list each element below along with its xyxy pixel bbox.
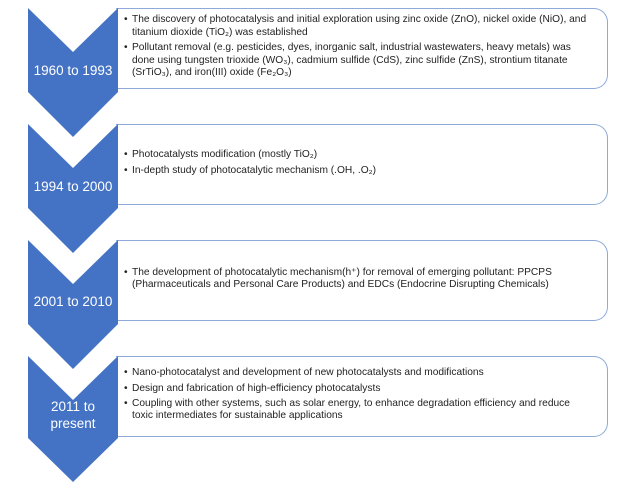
period-label-1: 1960 to 1993 [33, 63, 113, 78]
bullet-item: • Design and fabrication of high-efficiency photocatalysts [132, 383, 593, 395]
bullet-item: • The development of photocatalytic mechanism(h⁺) for removal of emerging pollutant: PPCPS (Pharmaceuticals and Personal Care Products) and EDCs (Endocrine Disrupting Chemicals) [132, 267, 593, 292]
period-label-2: 1994 to 2000 [33, 179, 113, 194]
bullet-item: • In-depth study of photocatalytic mechanism (.OH, .O₂) [132, 165, 593, 177]
bullet-item: • Coupling with other systems, such as solar energy, to enhance degradation efficiency and reduce toxic intermediates for sustainable applications [132, 398, 593, 423]
bullet-item: • The discovery of photocatalysis and initial exploration using zinc oxide (ZnO), nickel oxide (NiO), and titanium dioxide (TiO₂) was established [132, 14, 593, 39]
period-label-4: 2011 to present [50, 399, 96, 431]
bullet-item: • Nano-photocatalyst and development of new photocatalysts and modifications [132, 367, 593, 379]
bullet-item: • Photocatalysts modification (mostly TiO₂) [132, 149, 593, 161]
period-label-3: 2001 to 2010 [33, 294, 113, 309]
bullet-item: • Pollutant removal (e.g. pesticides, dyes, inorganic salt, industrial wastewaters, heavy metals) was done using tungsten trioxide (WO₃), cadmium sulfide (CdS), zinc sulfide (ZnS), strontium titanate (SrTiO₃), and iron(III) oxide (Fe₂O₃) [132, 42, 593, 79]
